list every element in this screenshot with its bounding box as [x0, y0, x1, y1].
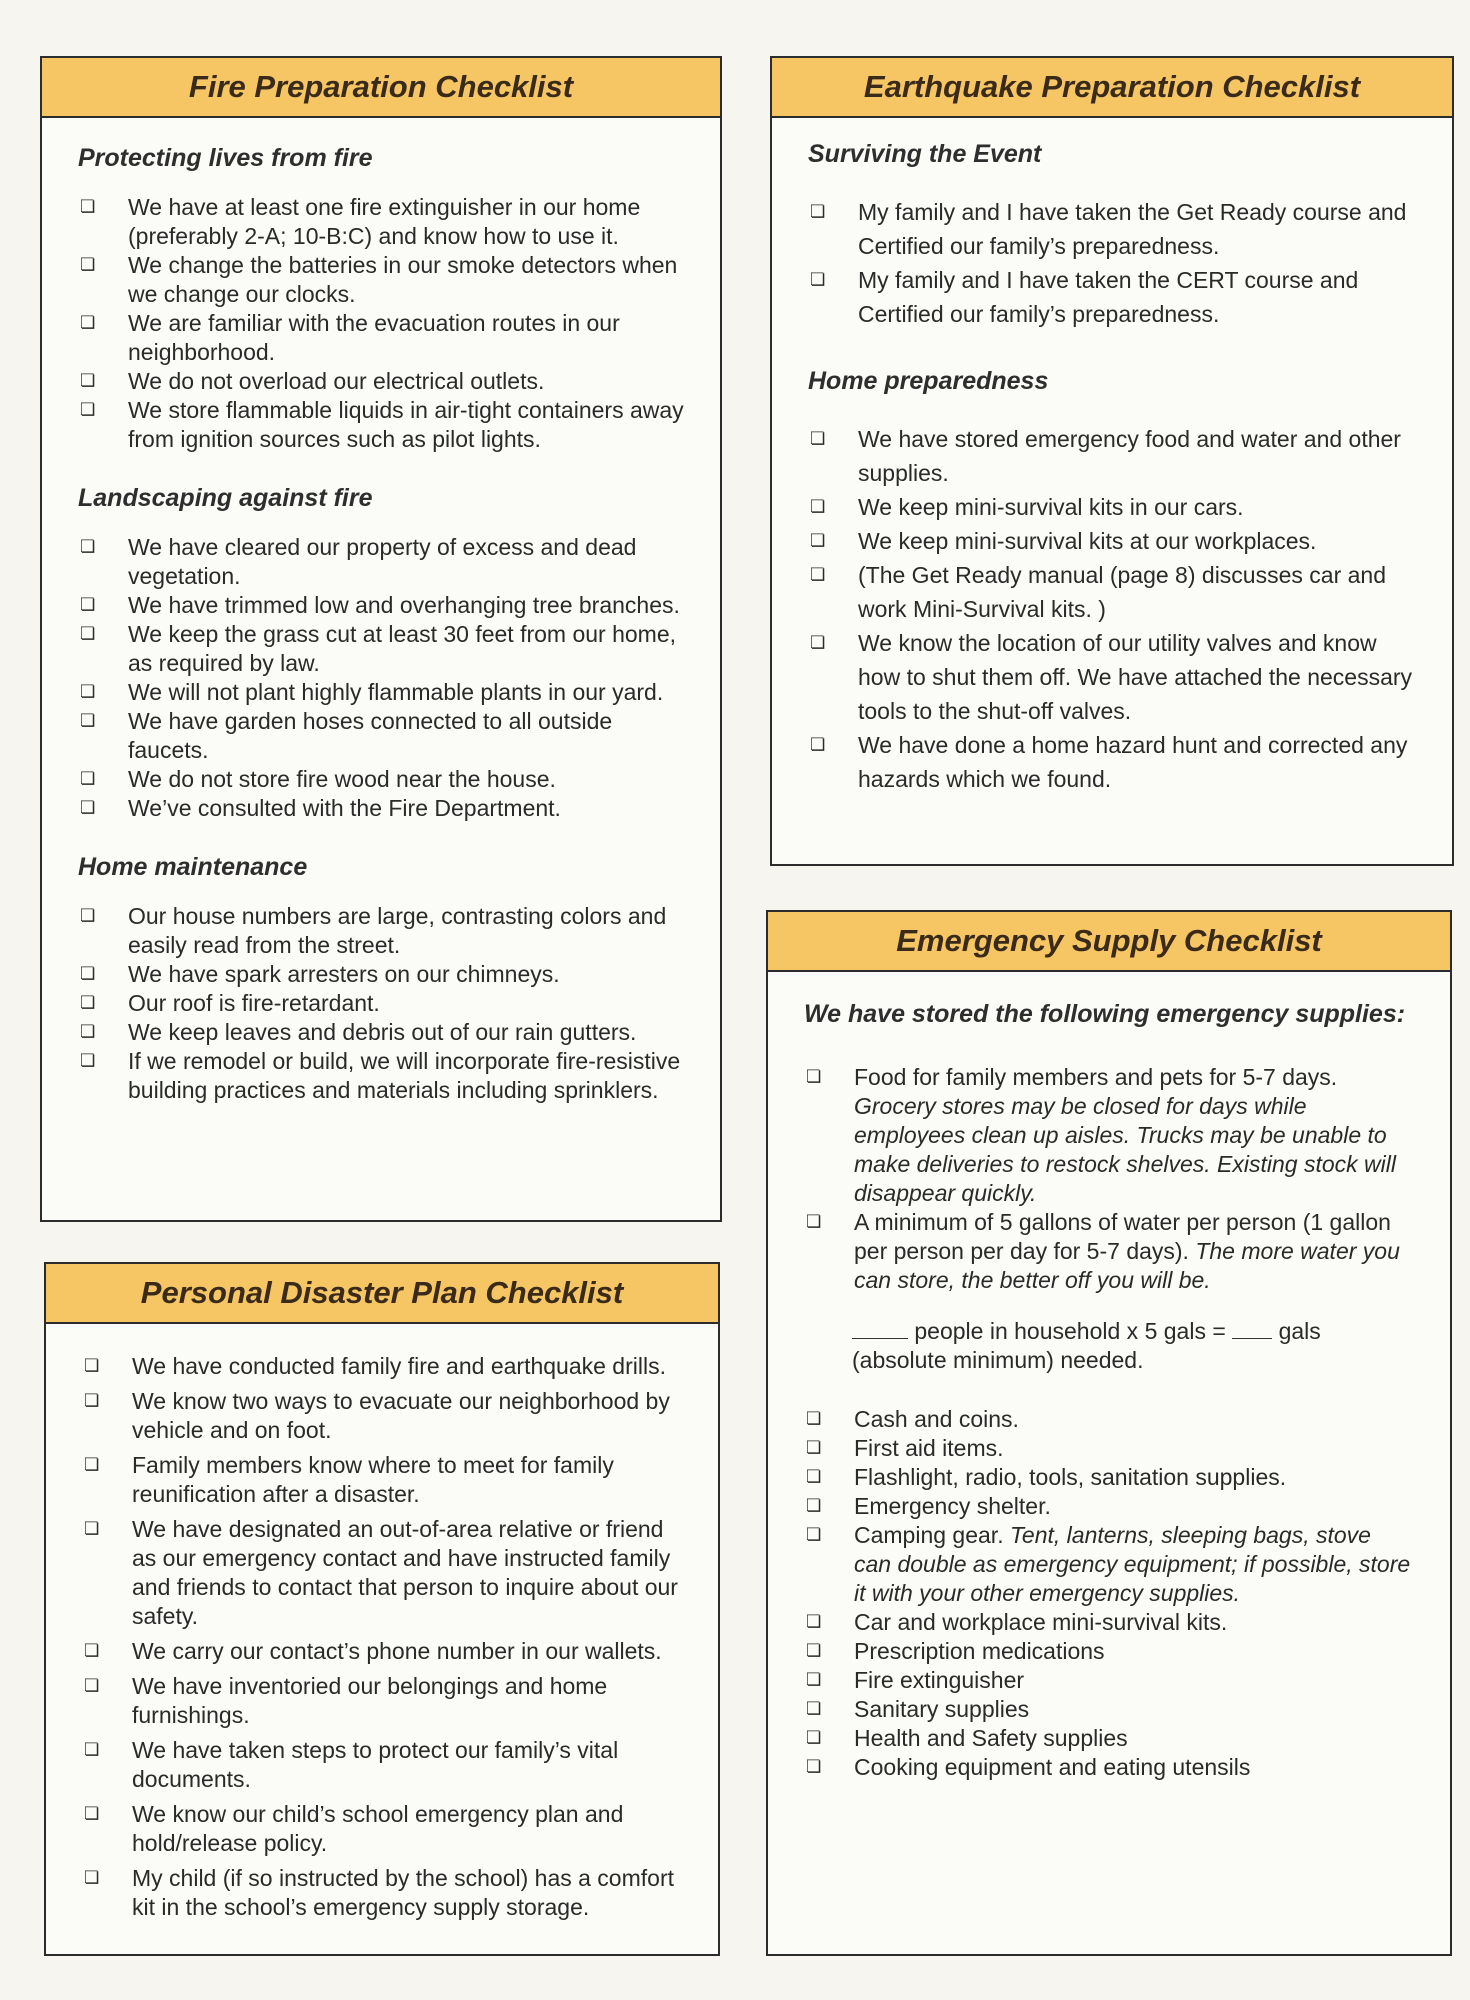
item-text: We have taken steps to protect our family’s vital documents. [132, 1737, 619, 1792]
checklist-item[interactable] [82, 1864, 682, 1922]
item-text: We keep mini-survival kits in our cars. [858, 494, 1244, 520]
checklist-item[interactable] [808, 490, 1416, 524]
checkbox-icon[interactable]: ❏ [810, 633, 826, 653]
checkbox-icon[interactable]: ❏ [810, 565, 826, 585]
personal-plan-body [46, 1324, 718, 1962]
checkbox-icon[interactable]: ❏ [80, 682, 96, 702]
checklist-item[interactable] [78, 1018, 684, 1047]
checkbox-icon[interactable]: ❏ [80, 624, 96, 644]
checkbox-icon[interactable]: ❏ [80, 255, 96, 275]
water-calculation [852, 1317, 1414, 1375]
checkbox-icon[interactable]: ❏ [84, 1641, 100, 1661]
supply-list-a [804, 1405, 1414, 1521]
checklist-item-camping[interactable] [804, 1521, 1414, 1608]
supply-camping-list [804, 1521, 1414, 1608]
checklist-item[interactable] [804, 1463, 1414, 1492]
checkbox-icon[interactable]: ❏ [80, 769, 96, 789]
checkbox-icon[interactable]: ❏ [810, 270, 826, 290]
checkbox-icon[interactable]: ❏ [80, 1022, 96, 1042]
item-text: We know two ways to evacuate our neighborhood by vehicle and on foot. [132, 1388, 670, 1443]
item-text: We are familiar with the evacuation routes in our neighborhood. [128, 310, 620, 365]
checkbox-icon[interactable]: ❏ [810, 531, 826, 551]
checklist-item[interactable] [78, 367, 684, 396]
checklist-item[interactable] [804, 1637, 1414, 1666]
item-text: Sanitary supplies [854, 1696, 1030, 1722]
checkbox-icon[interactable]: ❏ [84, 1868, 100, 1888]
checklist-item[interactable] [804, 1666, 1414, 1695]
item-text: We have inventoried our belongings and home furnishings. [132, 1673, 608, 1728]
checklist-item[interactable] [78, 765, 684, 794]
item-text [854, 1063, 1414, 1208]
checkbox-icon[interactable]: ❏ [806, 1641, 822, 1661]
item-text: We keep the grass cut at least 30 feet from our home, as required by law. [128, 621, 677, 676]
checklist-item[interactable] [804, 1695, 1414, 1724]
item-text: Flashlight, radio, tools, sanitation supplies. [854, 1464, 1287, 1490]
item-text: We do not store fire wood near the house. [128, 766, 556, 792]
camping-note: Tent, lanterns, sleeping bags, stove can double as emergency equipment; if possible, store it with your other emergency supplies. [854, 1522, 1411, 1606]
section-heading: Protecting lives from fire [78, 144, 373, 172]
checklist-item[interactable] [804, 1492, 1414, 1521]
item-text: Cash and coins. [854, 1406, 1019, 1432]
checklist-item[interactable] [808, 422, 1416, 490]
calc-part3: (absolute minimum) needed. [852, 1347, 1144, 1373]
checklist-item[interactable] [808, 558, 1416, 626]
fire-checklist-title: Fire Preparation Checklist [42, 58, 720, 118]
checkbox-icon[interactable]: ❏ [806, 1612, 822, 1632]
item-text: Car and workplace mini-survival kits. [854, 1609, 1228, 1635]
personal-plan-panel [44, 1262, 720, 1956]
item-text: We will not plant highly flammable plants in our yard. [128, 679, 664, 705]
item-text: We have garden hoses connected to all outside faucets. [128, 708, 613, 763]
personal-plan-title: Personal Disaster Plan Checklist [46, 1264, 718, 1324]
checklist-item[interactable] [82, 1451, 682, 1509]
food-note: Grocery stores may be closed for days while employees clean up aisles. Trucks may be unable to make deliveries to restock shelves. Existing stock will disappear quickly. [854, 1093, 1396, 1206]
checklist-item[interactable] [808, 728, 1416, 796]
checklist-item[interactable] [78, 251, 684, 309]
item-text: We have stored emergency food and water and other supplies. [858, 426, 1401, 486]
checklist-item[interactable] [82, 1515, 682, 1631]
item-text: We have cleared our property of excess and dead vegetation. [128, 534, 637, 589]
checkbox-icon[interactable]: ❏ [806, 1699, 822, 1719]
checklist-item[interactable] [82, 1736, 682, 1794]
checkbox-icon[interactable]: ❏ [84, 1676, 100, 1696]
supply-checklist-title: Emergency Supply Checklist [768, 912, 1450, 972]
checkbox-icon[interactable]: ❏ [80, 313, 96, 333]
earthquake-checklist-title: Earthquake Preparation Checklist [772, 58, 1452, 118]
checklist-item[interactable] [804, 1405, 1414, 1434]
item-text: (The Get Ready manual (page 8) discusses car and work Mini-Survival kits. ) [858, 562, 1386, 622]
checkbox-icon[interactable]: ❏ [80, 906, 96, 926]
item-text: My family and I have taken the CERT course and Certified our family’s preparedness. [858, 267, 1359, 327]
checkbox-icon[interactable]: ❏ [806, 1067, 822, 1087]
supply-checklist-body [768, 972, 1450, 1822]
item-text: We have trimmed low and overhanging tree branches. [128, 592, 680, 618]
checklist-item[interactable] [82, 1352, 682, 1381]
checklist-item[interactable] [808, 626, 1416, 728]
checklist-item[interactable] [804, 1753, 1414, 1782]
item-text: We have spark arresters on our chimneys. [128, 961, 560, 987]
checkbox-icon[interactable]: ❏ [80, 711, 96, 731]
calc-part1: people in household x 5 gals = [914, 1318, 1226, 1344]
checklist-item[interactable] [78, 193, 684, 251]
checklist-item[interactable] [78, 960, 684, 989]
checkbox-icon[interactable]: ❏ [810, 735, 826, 755]
checkbox-icon[interactable]: ❏ [80, 595, 96, 615]
checkbox-icon[interactable]: ❏ [806, 1438, 822, 1458]
item-text: We have designated an out-of-area relative or friend as our emergency contact and have instructed family and friends to contact that person to inquire about our safety. [132, 1516, 678, 1629]
item-text: My child (if so instructed by the school) has a comfort kit in the school’s emergency supply storage. [132, 1865, 674, 1920]
item-text [854, 1208, 1414, 1295]
checkbox-icon[interactable]: ❏ [80, 400, 96, 420]
checklist-item[interactable] [808, 524, 1416, 558]
fire-checklist-body [42, 118, 720, 1145]
checkbox-icon[interactable]: ❏ [810, 497, 826, 517]
checkbox-icon[interactable]: ❏ [806, 1728, 822, 1748]
item-text: We keep mini-survival kits at our workplaces. [858, 528, 1317, 554]
earthquake-checklist-panel [770, 56, 1454, 866]
checklist-item[interactable] [78, 533, 684, 591]
water-note: The more water you can store, the better off you will be. [854, 1238, 1400, 1293]
supply-list-b [804, 1608, 1414, 1782]
checklist-item[interactable] [78, 902, 684, 960]
checklist-item[interactable] [82, 1672, 682, 1730]
checklist-item[interactable] [78, 989, 684, 1018]
item-text: We know our child’s school emergency plan and hold/release policy. [132, 1801, 624, 1856]
item-text: We have done a home hazard hunt and corrected any hazards which we found. [858, 732, 1408, 792]
fire-checklist-panel [40, 56, 722, 1222]
item-text: Fire extinguisher [854, 1667, 1025, 1693]
checkbox-icon[interactable]: ❏ [84, 1519, 100, 1539]
food-text: Food for family members and pets for 5-7 days. [854, 1064, 1338, 1090]
item-text: We have conducted family fire and earthquake drills. [132, 1353, 666, 1379]
item-text [854, 1521, 1414, 1608]
item-text: Health and Safety supplies [854, 1725, 1128, 1751]
checkbox-icon[interactable]: ❏ [806, 1212, 822, 1232]
checklist [808, 195, 1416, 331]
checkbox-icon[interactable]: ❏ [810, 429, 826, 449]
checkbox-icon[interactable]: ❏ [806, 1670, 822, 1690]
item-text: Our roof is fire-retardant. [128, 990, 380, 1016]
checklist [78, 533, 684, 823]
checklist-item[interactable] [78, 309, 684, 367]
supply-heading: We have stored the following emergency supplies: [804, 1000, 1406, 1028]
checkbox-icon[interactable]: ❏ [806, 1496, 822, 1516]
checkbox-icon[interactable]: ❏ [84, 1455, 100, 1475]
item-text: We do not overload our electrical outlets. [128, 368, 545, 394]
checkbox-icon[interactable]: ❏ [80, 798, 96, 818]
calc-part2: gals [1278, 1318, 1321, 1344]
item-text: We’ve consulted with the Fire Department. [128, 795, 561, 821]
checkbox-icon[interactable]: ❏ [806, 1409, 822, 1429]
checkbox-icon[interactable]: ❏ [806, 1467, 822, 1487]
item-text: My family and I have taken the Get Ready course and Certified our family’s preparedness. [858, 199, 1407, 259]
gallons-blank[interactable] [1232, 1320, 1272, 1339]
checklist-item[interactable] [82, 1800, 682, 1858]
item-text: We change the batteries in our smoke detectors when we change our clocks. [128, 252, 678, 307]
item-text: Our house numbers are large, contrasting colors and easily read from the street. [128, 903, 667, 958]
checklist-item[interactable] [82, 1637, 682, 1666]
item-text: We carry our contact’s phone number in our wallets. [132, 1638, 662, 1664]
section-heading: Landscaping against fire [78, 484, 373, 512]
household-count-blank[interactable] [852, 1320, 908, 1339]
checklist [78, 902, 684, 1105]
item-text: We keep leaves and debris out of our rain gutters. [128, 1019, 637, 1045]
checklist-item[interactable] [808, 195, 1416, 263]
checkbox-icon[interactable]: ❏ [806, 1525, 822, 1545]
checklist-item[interactable] [804, 1724, 1414, 1753]
checklist-item[interactable] [808, 263, 1416, 331]
checkbox-icon[interactable]: ❏ [80, 964, 96, 984]
checkbox-icon[interactable]: ❏ [80, 1051, 96, 1071]
checkbox-icon[interactable]: ❏ [806, 1757, 822, 1777]
checkbox-icon[interactable]: ❏ [810, 202, 826, 222]
item-text: First aid items. [854, 1435, 1004, 1461]
checklist-item[interactable] [78, 620, 684, 678]
checklist-item[interactable] [78, 591, 684, 620]
checkbox-icon[interactable]: ❏ [80, 371, 96, 391]
item-text: We store flammable liquids in air-tight containers away from ignition sources such as pilot lights. [128, 397, 684, 452]
checkbox-icon[interactable]: ❏ [84, 1740, 100, 1760]
camping-text: Camping gear. [854, 1522, 1004, 1548]
checklist-item[interactable] [804, 1434, 1414, 1463]
water-text: A minimum of 5 gallons of water per person (1 gallon per person per day for 5-7 days). [854, 1209, 1391, 1264]
section-heading: Home maintenance [78, 853, 308, 881]
checklist-item[interactable] [78, 396, 684, 454]
supply-checklist-panel [766, 910, 1452, 1956]
checklist-item[interactable] [78, 794, 684, 823]
earthquake-checklist-body [772, 118, 1452, 842]
checkbox-icon[interactable]: ❏ [80, 993, 96, 1013]
checkbox-icon[interactable]: ❏ [80, 537, 96, 557]
checklist-item[interactable] [82, 1387, 682, 1445]
checklist-item[interactable] [78, 1047, 684, 1105]
section-heading: Surviving the Event [808, 140, 1042, 168]
checklist-item[interactable] [804, 1608, 1414, 1637]
checklist-item[interactable] [78, 678, 684, 707]
checklist-item[interactable] [78, 707, 684, 765]
item-text: Family members know where to meet for family reunification after a disaster. [132, 1452, 614, 1507]
checklist-item-water[interactable] [804, 1208, 1414, 1295]
checkbox-icon[interactable]: ❏ [84, 1391, 100, 1411]
item-text: Prescription medications [854, 1638, 1105, 1664]
checkbox-icon[interactable]: ❏ [84, 1804, 100, 1824]
checklist [808, 422, 1416, 796]
checklist-item-food[interactable] [804, 1063, 1414, 1208]
item-text: We have at least one fire extinguisher in our home (preferably 2-A; 10-B:C) and know how to use it. [128, 194, 641, 249]
item-text: Cooking equipment and eating utensils [854, 1754, 1251, 1780]
section-heading: Home preparedness [808, 367, 1049, 395]
checkbox-icon[interactable]: ❏ [84, 1356, 100, 1376]
item-text: Emergency shelter. [854, 1493, 1051, 1519]
checklist [78, 193, 684, 454]
item-text: We know the location of our utility valves and know how to shut them off. We have attached the necessary tools to the shut-off valves. [858, 630, 1413, 724]
item-text: If we remodel or build, we will incorporate fire-resistive building practices and materials including sprinklers. [128, 1048, 681, 1103]
personal-plan-list [82, 1352, 682, 1922]
checkbox-icon[interactable]: ❏ [80, 197, 96, 217]
supply-food-water-list [804, 1063, 1414, 1295]
